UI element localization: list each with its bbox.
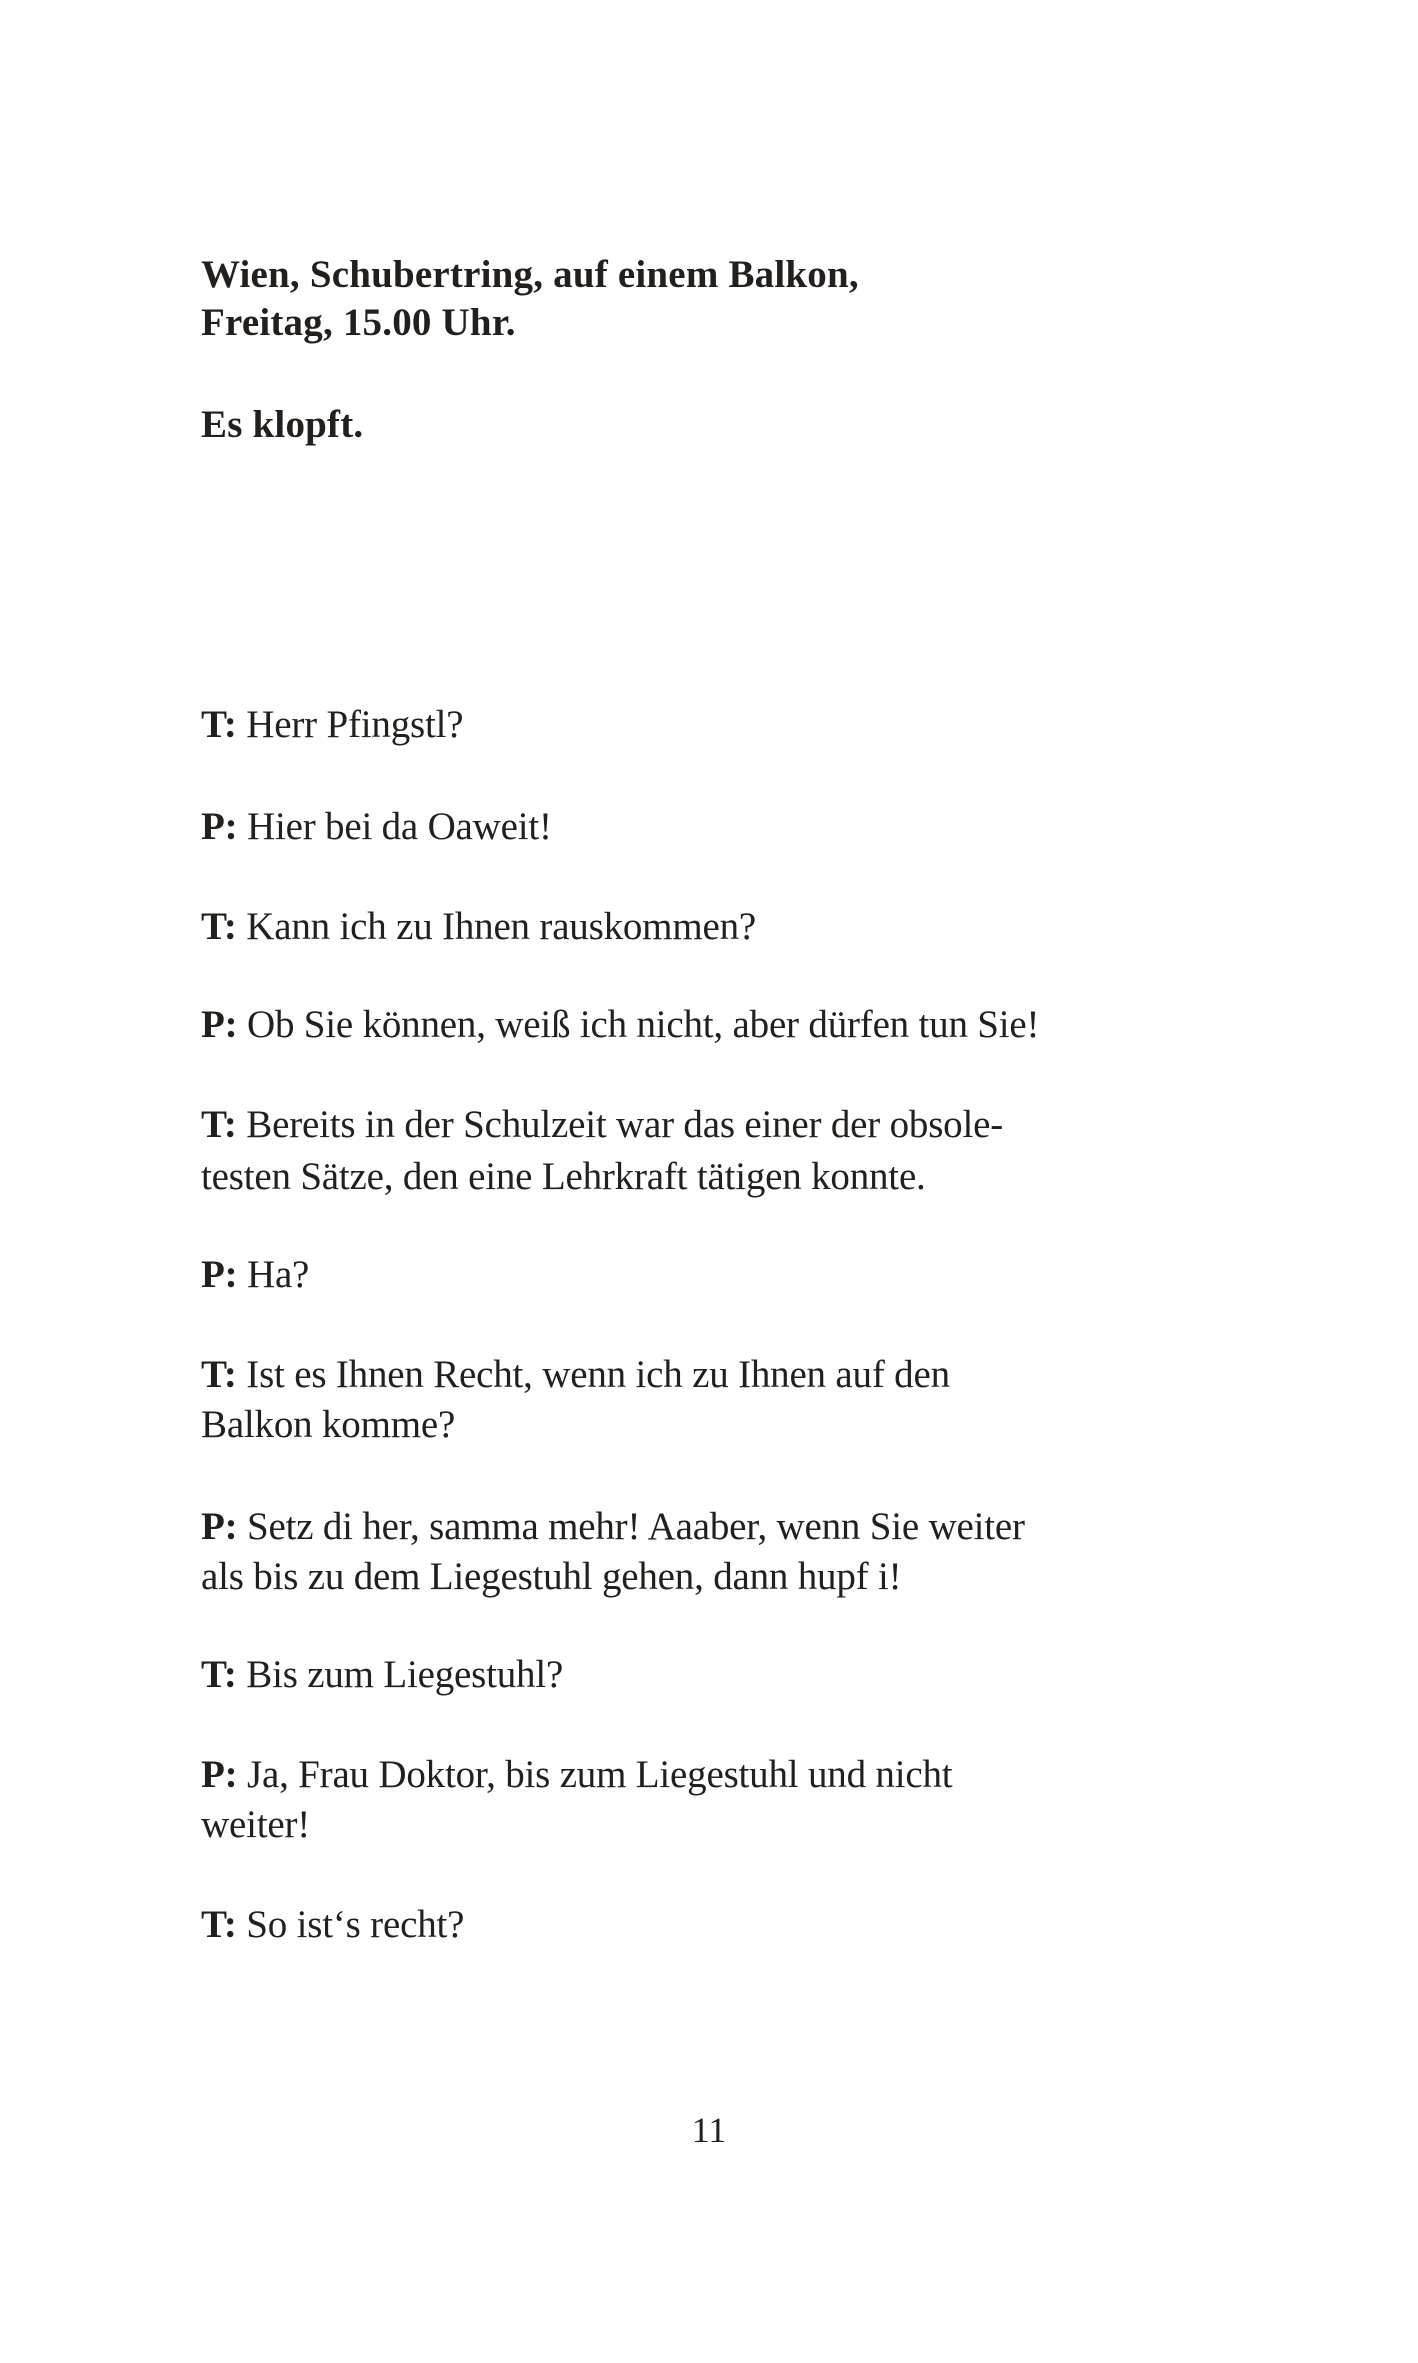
dialogue-text: Herr Pfingstl? (246, 703, 464, 746)
dialogue-line (201, 1650, 563, 1700)
speaker-label: T: (201, 1903, 237, 1946)
dialogue-line (201, 700, 463, 750)
page-number: 11 (691, 2110, 727, 2150)
speaker-label: T: (201, 905, 237, 948)
dialogue-text: Ist es Ihnen Recht, wenn ich zu Ihnen auf den (246, 1353, 950, 1396)
speaker-label: P: (201, 805, 238, 848)
dialogue-text: Ja, Frau Doktor, bis zum Liegestuhl und nicht (246, 1753, 953, 1796)
dialogue-continuation: weiter! (201, 1803, 311, 1846)
dialogue-continuation: als bis zu dem Liegestuhl gehen, dann hupf i! (201, 1555, 902, 1598)
speaker-label: P: (201, 1753, 238, 1796)
dialogue-line (201, 1000, 1039, 1050)
dialogue-text: So ist‘s recht? (246, 1903, 465, 1946)
dialogue-text: Setz di her, samma mehr! Aaaber, wenn Sie weiter (246, 1505, 1025, 1548)
speaker-label: P: (201, 1505, 238, 1548)
dialogue-continuation: testen Sätze, den eine Lehrkraft tätigen konnte. (201, 1155, 926, 1198)
dialogue-text: Kann ich zu Ihnen rauskommen? (246, 905, 756, 948)
dialogue-line (201, 1100, 1003, 1150)
dialogue-line (201, 1750, 952, 1800)
scene-location-line-1: Wien, Schubertring, auf einem Balkon, (201, 253, 859, 296)
speaker-label: P: (201, 1003, 238, 1046)
dialogue-text: Bis zum Liegestuhl? (246, 1653, 564, 1696)
dialogue-line (201, 802, 552, 852)
speaker-label: P: (201, 1253, 238, 1296)
dialogue-line (201, 1900, 464, 1950)
speaker-label: T: (201, 1353, 237, 1396)
dialogue-line (201, 1502, 1025, 1552)
speaker-label: T: (201, 1103, 237, 1146)
scene-location-line-2: Freitag, 15.00 Uhr. (201, 301, 516, 344)
dialogue-text: Hier bei da Oaweit! (246, 805, 552, 848)
dialogue-line (201, 1350, 950, 1400)
speaker-label: T: (201, 1653, 237, 1696)
stage-direction: Es klopft. (201, 403, 364, 446)
speaker-label: T: (201, 703, 237, 746)
dialogue-text: Ha? (246, 1253, 310, 1296)
dialogue-text: Bereits in der Schulzeit war das einer der obsole- (246, 1103, 1004, 1146)
dialogue-line (201, 1250, 309, 1300)
dialogue-text: Ob Sie können, weiß ich nicht, aber dürfen tun Sie! (246, 1003, 1040, 1046)
dialogue-line (201, 902, 756, 952)
dialogue-continuation: Balkon komme? (201, 1403, 456, 1446)
